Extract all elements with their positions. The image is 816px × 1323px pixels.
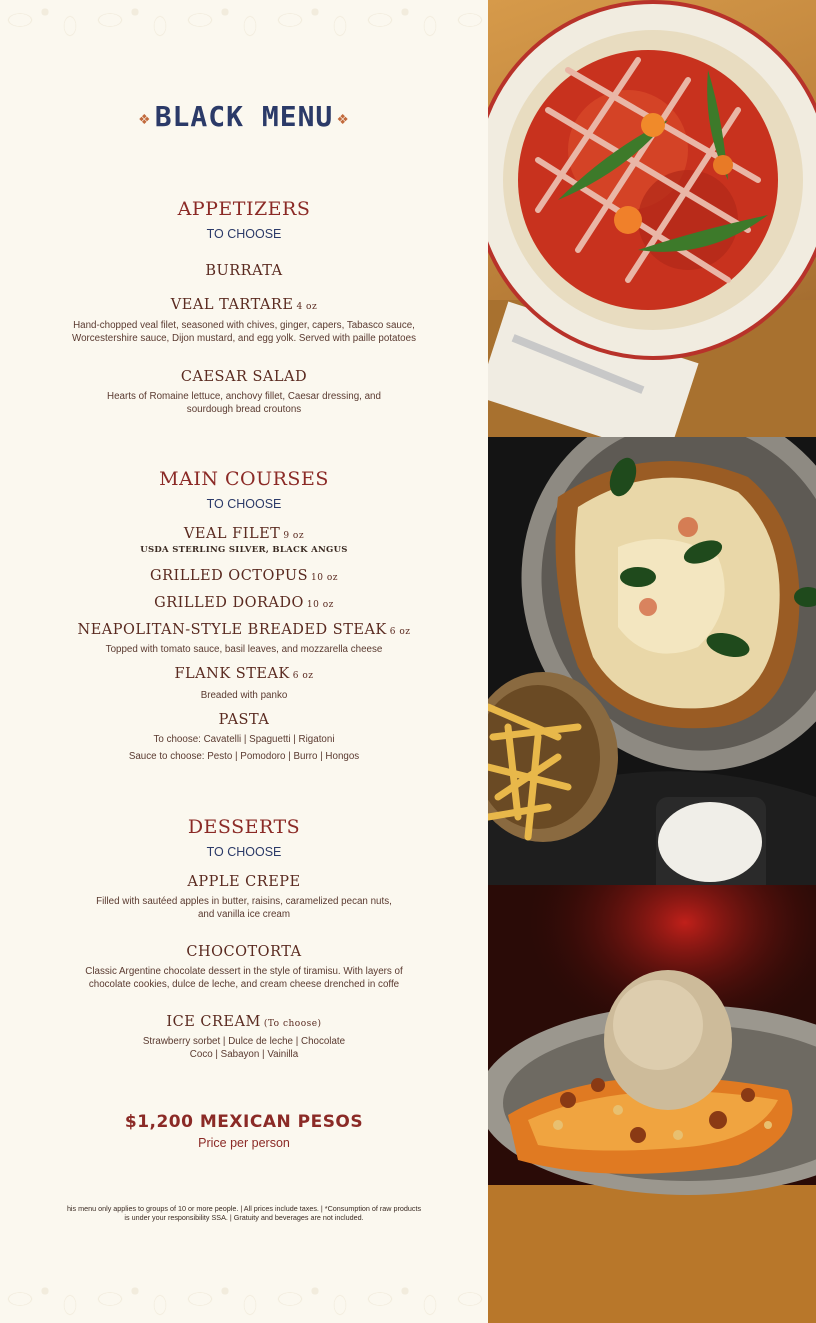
tartare-plate-illustration [488, 0, 816, 437]
apple-crepe-illustration [488, 885, 816, 1323]
desserts-choose: TO CHOOSE [206, 845, 282, 859]
chocotorta-desc: Classic Argentine chocolate dessert in the style of tiramisu. With layers of chocolate cookies, dulce de leche, and cream cheese drenched in coffe [85, 966, 403, 990]
appetizers-choose: TO CHOOSE [206, 227, 282, 241]
photo-veal-tartare [488, 0, 816, 437]
photo-apple-crepe [488, 885, 816, 1323]
desserts-heading: DESSERTS [187, 816, 301, 838]
ice-cream-desc: Strawberry sorbet | Dulce de leche | Chocolate Coco | Sabayon | Vainilla [142, 1036, 346, 1060]
item-apple-crepe: APPLE CREPE [187, 874, 301, 890]
item-chocotorta: CHOCOTORTA [186, 944, 302, 960]
veal-filet-sub: USDA STERLING SILVER, BLACK ANGUS [140, 545, 348, 555]
item-veal-filet: VEAL FILET 9 oz [183, 526, 305, 542]
veal-tartare-desc: Hand-chopped veal filet, seasoned with chives, ginger, capers, Tabasco sauce, Worcestershire sauce, Dijon mustard, and egg yolk. Served with paille potatoes [72, 320, 416, 344]
apple-crepe-desc: Filled with sautéed apples in butter, raisins, caramelized pecan nuts, and vanilla ice cream [96, 896, 392, 920]
damask-pattern-top [0, 0, 488, 42]
ornament-left-icon: ❖ [138, 107, 151, 129]
price-amount: $1,200 MEXICAN PESOS [124, 1112, 364, 1132]
ornament-right-icon: ❖ [337, 107, 350, 129]
flank-steak-desc: Breaded with panko [200, 690, 288, 701]
menu-title: ❖ BLACK MENU ❖ [138, 100, 350, 133]
item-neapolitan-steak: NEAPOLITAN-STYLE BREADED STEAK 6 oz [77, 622, 411, 638]
price-label: Price per person [198, 1136, 290, 1150]
appetizers-heading: APPETIZERS [177, 198, 311, 220]
main-courses-choose: TO CHOOSE [206, 497, 282, 511]
item-burrata: BURRATA [205, 263, 283, 279]
item-veal-tartare: VEAL TARTARE 4 oz [170, 297, 318, 313]
item-flank-steak: FLANK STEAK 6 oz [174, 666, 314, 682]
main-courses-heading: MAIN COURSES [159, 468, 329, 490]
item-grilled-octopus: GRILLED OCTOPUS 10 oz [150, 568, 338, 584]
photo-breaded-steak [488, 437, 816, 885]
pasta-options: To choose: Cavatelli | Spaguetti | Rigatoni Sauce to choose: Pesto | Pomodoro | Burro | Hongos [128, 734, 360, 762]
item-caesar-salad: CAESAR SALAD [180, 369, 308, 385]
item-grilled-dorado: GRILLED DORADO 10 oz [154, 595, 334, 611]
footer-disclaimer: his menu only applies to groups of 10 or more people. | All prices include taxes. | *Consumption of raw products is under your responsibility SSA. | Gratuity and beverages are not included. [66, 1204, 422, 1222]
item-pasta: PASTA [218, 712, 270, 728]
damask-pattern-bottom [0, 1279, 488, 1323]
caesar-salad-desc: Hearts of Romaine lettuce, anchovy fillet, Caesar dressing, and sourdough bread croutons [107, 391, 381, 415]
item-ice-cream: ICE CREAM (To choose) [166, 1014, 322, 1030]
breaded-steak-illustration [488, 437, 816, 885]
neapolitan-steak-desc: Topped with tomato sauce, basil leaves, and mozzarella cheese [105, 644, 383, 655]
